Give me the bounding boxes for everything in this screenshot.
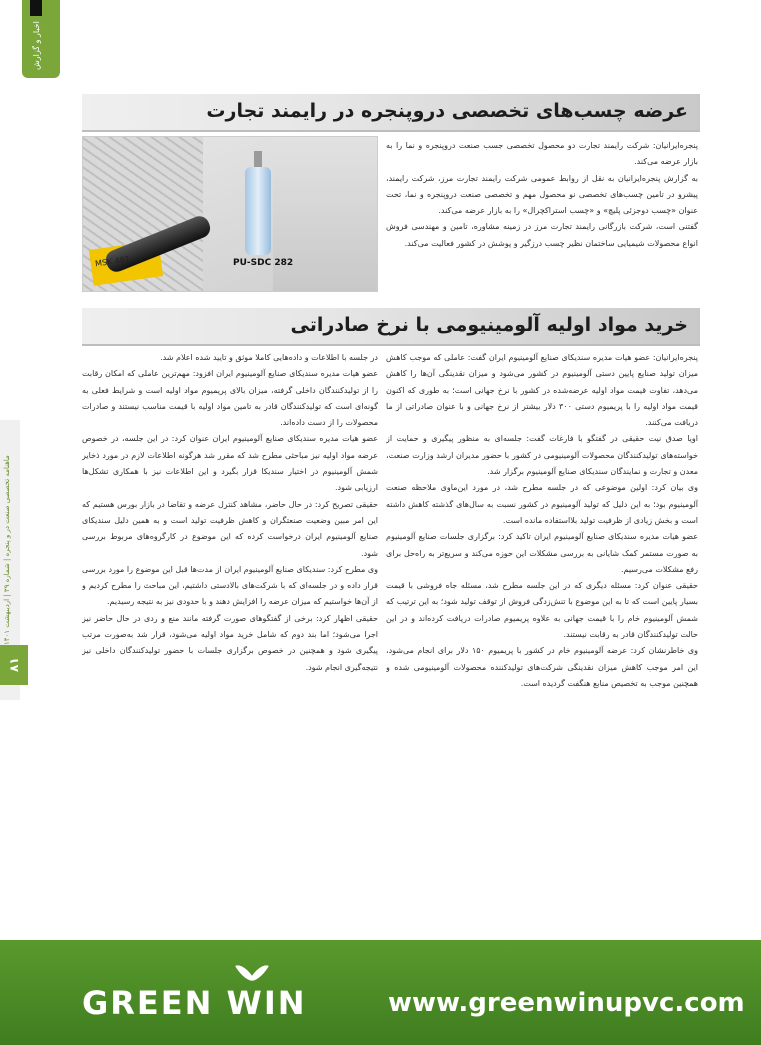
- leaf-icon: [235, 961, 255, 985]
- article2-right-column: [386, 350, 698, 920]
- photo-right-bg: [273, 137, 378, 292]
- ad-website-url[interactable]: www.greenwinupvc.com: [388, 988, 745, 1018]
- article1-header: [82, 94, 700, 132]
- section-tab-label: اخبار و گزارش: [32, 21, 41, 71]
- article2-title: خرید مواد اولیه آلومینیومی با نرخ صادراتی: [290, 314, 688, 336]
- article2-paragraph: حقیقی تصریح کرد: در حال حاضر، مشاهد کنترل عرضه و تقاضا در بازار بورس هستیم که این امر مبین وضعیت صنعتگران و کاهش ظرفیت تولید است و به همین دلیل سندیکای صنایع آلومینیوم ایران درخواست کرده که این موضوع در کارگروه‌های مربوط بررسی شود.: [82, 499, 378, 558]
- article1-paragraph: گفتنی است، شرکت بازرگانی رایمند تجارت مرز در زمینه مشاوره، تامین و مهندسی فروش انواع محصولات شیمیایی ساختمان نظیر چسب درزگیر و پوشش در کشور فعالیت می‌کند.: [386, 222, 698, 248]
- article2-paragraph: در جلسه با اطلاعات و داده‌هایی کاملا موثق و تایید شده اعلام شد.: [160, 353, 378, 362]
- page-number: ۸۱: [0, 645, 28, 685]
- greenwin-ad-banner[interactable]: [0, 940, 761, 1045]
- article1-body: [386, 138, 698, 300]
- article2-left-column: [82, 350, 378, 920]
- photo-sealant-tube-blue: [245, 167, 271, 255]
- photo-label-box: MSK 481: [94, 254, 131, 269]
- article2-paragraph: اویا صدق نیت حقیقی در گفتگو با فارغات گفت: جلسه‌ای به منظور پیگیری و حمایت از خواسته‌های تولیدکنندگان محصولات آلومینیومی در کشور با حضور مدیران ارشد وزارت صنعت، معدن و تجارت و نمایندگان سندیکای صنایع آلومینیوم برگزار شد.: [386, 434, 698, 477]
- article2-paragraph: عضو هیات مدیره سندیکای صنایع آلومینیوم ایران افزود: مهم‌ترین عاملی که امکان رقابت را از تولیدکنندگان داخلی گرفته، میزان بالای پریمیوم مواد اولیه است و شرایط فعلی به گونه‌ای است که تولیدکنندگان قادر به تامین مواد اولیه با قیمت مناسب نیستند و صادرات محصولات را از دست داده‌اند.: [82, 369, 378, 428]
- article2-paragraph: عضو هیات مدیره سندیکای صنایع آلومینیوم ایران تاکید کرد: برگزاری جلسات صنایع آلومینیوم به صورت مستمر کمک شایانی به بررسی مشکلات این حوزه می‌کند و سریع‌تر به راه‌حل برای رفع مشکلات می‌رسیم.: [386, 532, 698, 574]
- tab-black-marker: [30, 0, 42, 16]
- article2-paragraph: وی مطرح کرد: سندیکای صنایع آلومینیوم ایران از مدت‌ها قبل این موضوع را مورد بررسی قرار داده و در جلسه‌ای که با شرکت‌های بالادستی داشتیم، این مباحث را مطرح کردیم و از آن‌ها خواستیم که میزان عرضه را افزایش دهند و با حدودی نیز به نتیجه رسیدیم.: [82, 564, 378, 607]
- article1-photo: [82, 136, 378, 292]
- article1-paragraph: پنجره‌ایرانیان: شرکت رایمند تجارت دو محصول تخصصی جسب صنعت درو‌پنجره و نما را به بازار عرضه می‌کند.: [386, 141, 698, 167]
- article1-title: عرضه چسب‌های تخصصی درو‌پنجره در رایمند تجارت: [206, 100, 688, 122]
- photo-label-product: PU-SDC 282: [233, 258, 294, 268]
- article1-paragraph: به گزارش پنجره‌ایرانیان به نقل از روابط عمومی شرکت رایمند تجارت مرز، شرکت رایمند، پیشرو در تامین چسب‌های تخصصی نو محصول مهم و تخصصی صنعت درو‌پنجره و نما، تحت عنوان «چسب دوجزئی پلیچ» و «چسب استراکچرال» را به بازار عرضه می‌کند.: [386, 173, 698, 216]
- article2-paragraph: وی بیان کرد: اولین موضوعی که در جلسه مطرح شد، در مورد این‌ماوی ملاحظه صنعت آلومینیوم بود؛ به این دلیل که تولید آلومینیوم در کشور نسبت به سال‌های گذشته کاهش داشته است و بخش زیادی از ظرفیت تولید بلااستفاده مانده است.: [386, 483, 698, 525]
- article2-paragraph: حقیقی عنوان کرد: مسئله دیگری که در این جلسه مطرح شد، مسئله جاه فروشی با قیمت بسیار پایین است که تا به این موضوع با تنش‌زدگی فروش از توقف تولید شود؛ به این ترتیب که شمش آلومینیوم خام را با قیمت جهانی به علاوه پریمیوم صادرات دریافت کرده‌اند و در این حالت تولیدکنندگان قادر به رقابت نیستند.: [386, 581, 698, 640]
- article2-paragraph: پنجره‌ایرانیان: عضو هیات مدیره سندیکای صنایع آلومینیوم ایران گفت: عاملی که موجب کاهش میزان تولید صنایع پایین دستی آلومینیوم در کشور می‌شود و میزان نقدینگی آن‌ها را کاهش می‌دهد، تفاوت قیمت مواد اولیه عرضه‌شده در کشور با نرخ جهانی است؛ به طوری که اکنون قیمت مواد اولیه را با پریمیوم دستی ۳۰۰ دلار بیشتر از نرخ جهانی و با عنوان صادراتی از ما دریافت می‌کنند.: [386, 353, 698, 428]
- article2-paragraph: عضو هیات مدیره سندیکای صنایع آلومینیوم ایران عنوان کرد: در این جلسه، در خصوص عرضه مواد اولیه نیز مباحثی مطرح شد که مقرر شد هرگونه اطلاعات لازم در مورد ذخایر شمش آلومینیوم در اختیار سندیکا قرار بگیرد و این اطلاعات نیز با همکاری تشکل‌ها ارزیابی شود.: [82, 434, 378, 493]
- article2-paragraph: حقیقی اظهار کرد: برخی از گفتگوهای صورت گرفته مانند منع و ردی در حال حاضر نیز اجرا می‌شود؛ اما بند دوم که شامل خرید مواد اولیه می‌شود، قرار شد به‌صورت مرتب پیگیری شود و همچنین در خصوص برگزاری جلسات با حضور تولیدکنندگان داخلی نیز نتیجه‌گیری انجام شود.: [82, 613, 378, 672]
- ad-brand-logo: GREEN WIN: [82, 984, 307, 1022]
- article2-paragraph: وی خاطرنشان کرد: عرضه آلومینیوم خام در کشور با پریمیوم ۱۵۰ دلار برای انجام می‌شود، این امر موجب کاهش میزان نقدینگی شرکت‌های تولیدکننده محصولات آلومینیومی شده و همچنین موجب به تخصیص منابع هنگفت گردیده است.: [386, 646, 698, 688]
- issue-meta-text: ماهنامه تخصصی صنعت در و پنجره | شماره ۳۹ | اردیبهشت ۱۴۰۱: [3, 455, 11, 645]
- leaf-icon: [249, 961, 269, 985]
- article2-header: [82, 308, 700, 346]
- section-tab: [22, 0, 60, 78]
